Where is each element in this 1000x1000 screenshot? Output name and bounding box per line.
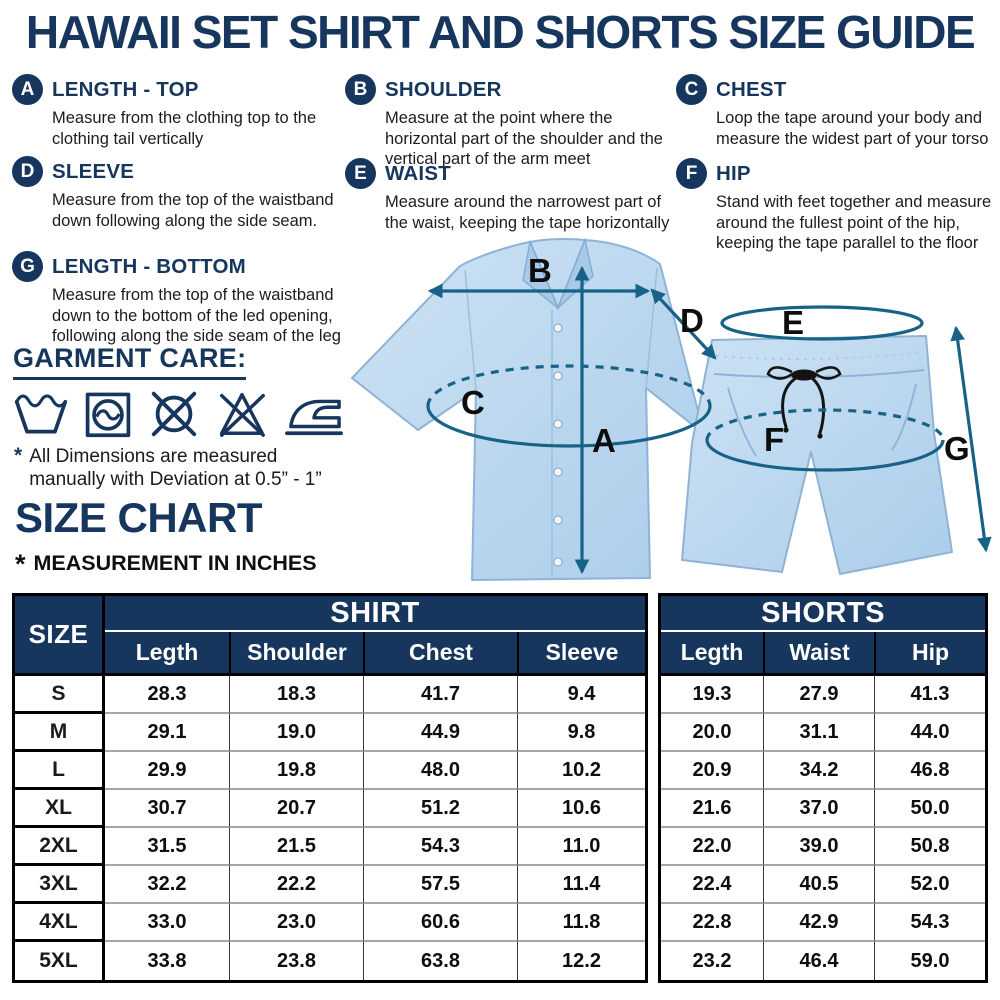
table-cell: 54.3 [874,904,985,942]
table-cell: 37.0 [763,790,874,828]
table-cell: 60.6 [363,904,517,942]
column-header-shorts-legth: Legth [661,632,763,676]
dimensions-note [14,445,334,491]
instruction-desc-chest: Loop the tape around your body and measure the widest part of your torso [716,109,989,148]
instruction-waist [345,158,670,233]
badge-c: C [676,74,707,105]
table-cell: 20.0 [661,714,763,752]
size-chart-shirt-table [12,593,648,983]
instruction-sleeve [12,156,334,231]
table-cell: 33.8 [147,949,187,972]
table-cell: 22.4 [661,866,763,904]
badge-f: F [676,158,707,189]
table-cell: 19.3 [661,676,763,714]
table-cell: 29.1 [105,714,229,752]
table-cell: 54.3 [363,828,517,866]
instruction-chest [676,74,992,149]
table-cell: 11.8 [517,904,645,942]
shorts-group-header: SHORTS [661,596,985,632]
table-cell: 21.6 [661,790,763,828]
table-cell: 51.2 [363,790,517,828]
size-label: XL [15,790,105,828]
size-label: 3XL [15,866,105,904]
size-chart-heading: SIZE CHART [15,494,262,541]
instruction-heading-length-bottom: LENGTH - BOTTOM [52,254,246,278]
instruction-desc-hip: Stand with feet together and measure around the fullest point of the hip, keeping the tape parallel to the floor [716,193,992,252]
label-chest: C [461,384,485,421]
table-cell: 63.8 [363,942,517,980]
instruction-length-top [12,74,334,149]
label-length-top: A [592,422,616,459]
badge-e: E [345,158,376,189]
table-cell: 9.8 [517,714,645,752]
waist-ellipse [722,307,922,339]
column-header-shorts-hip: Hip [874,632,985,676]
unit-note-text: MEASUREMENT IN INCHES [33,551,317,575]
note-asterisk: * [14,444,23,467]
size-chart-shorts-table [658,593,988,983]
table-cell: 9.4 [517,676,645,714]
table-cell: 39.0 [763,828,874,866]
measurement-diagram [330,228,1000,593]
column-header-shirt-sleeve: Sleeve [517,632,645,676]
instruction-heading-chest: CHEST [716,77,787,101]
size-label: 2XL [15,828,105,866]
instruction-shoulder [345,74,663,170]
table-cell: 46.8 [874,752,985,790]
table-cell: 11.4 [517,866,645,904]
table-cell: 10.6 [517,790,645,828]
column-header-shirt-chest: Chest [363,632,517,676]
badge-g: G [12,251,43,282]
wash-tub-icon [13,386,69,440]
column-header-shirt-shoulder: Shoulder [229,632,363,676]
instruction-desc-waist: Measure around the narrowest part of the waist, keeping the tape horizontally [385,193,670,232]
table-cell: 46.4 [763,942,874,980]
column-header-shirt-legth: Legth [105,632,229,676]
size-column-header: SIZE [15,596,105,676]
table-cell: 41.7 [363,676,517,714]
instruction-heading-sleeve: SLEEVE [52,159,135,183]
do-not-dry-clean-icon [147,386,201,440]
label-sleeve: D [680,302,704,339]
table-cell: 21.5 [229,828,363,866]
table-cell: 32.2 [105,866,229,904]
table-cell: 50.8 [874,828,985,866]
label-shoulder: B [528,252,552,289]
size-label: S [15,676,105,714]
instruction-heading-length-top: LENGTH - TOP [52,77,199,101]
table-cell: 28.3 [105,676,229,714]
size-label: 5XL [15,942,105,980]
size-label: M [15,714,105,752]
label-length-bottom: G [944,430,970,467]
garment-care-heading [13,343,246,380]
badge-a: A [12,74,43,105]
table-cell: 23.8 [229,942,363,980]
table-cell: 23.2 [692,949,732,972]
unit-note-asterisk: * [15,548,26,579]
table-cell: 59.0 [874,942,985,980]
size-label: 4XL [15,904,105,942]
table-cell: 57.5 [363,866,517,904]
garment-care-icons [13,386,345,440]
shirt-group-header: SHIRT [105,596,645,632]
table-cell: 22.2 [229,866,363,904]
instruction-desc-length-bottom: Measure from the top of the waistband down to the bottom of the led opening, following along the side seam of the leg [52,286,341,345]
badge-b: B [345,74,376,105]
measurement-unit-note [15,548,317,579]
table-cell: 34.2 [763,752,874,790]
table-cell: 42.9 [763,904,874,942]
badge-d: D [12,156,43,187]
do-not-bleach-icon [214,386,270,440]
table-cell: 31.5 [105,828,229,866]
table-cell: 18.3 [229,676,363,714]
table-cell: 52.0 [874,866,985,904]
table-cell: 50.0 [874,790,985,828]
dimensions-note-text: All Dimensions are measured manually with Deviation at 0.5” - 1” [29,446,322,490]
table-cell: 44.9 [363,714,517,752]
table-cell: 40.5 [763,866,874,904]
tumble-dry-icon [82,386,134,440]
table-cell: 19.8 [229,752,363,790]
label-hip: F [764,421,785,458]
instruction-desc-sleeve: Measure from the top of the waistband down following along the side seam. [52,191,334,230]
table-cell: 30.7 [105,790,229,828]
table-cell: 20.9 [661,752,763,790]
column-header-shorts-waist: Waist [763,632,874,676]
table-cell: 48.0 [363,752,517,790]
table-cell: 27.9 [763,676,874,714]
table-cell: 11.0 [517,828,645,866]
table-cell: 23.0 [229,904,363,942]
instruction-heading-waist: WAIST [385,161,451,185]
size-label: L [15,752,105,790]
instruction-desc-shoulder: Measure at the point where the horizontal part of the shoulder and the vertical part of the arm meet [385,109,663,168]
table-cell: 33.0 [105,904,229,942]
table-cell: 44.0 [874,714,985,752]
table-cell: 22.0 [661,828,763,866]
instruction-heading-hip: HIP [716,161,751,185]
page-title: HAWAII SET SHIRT AND SHORTS SIZE GUIDE [25,6,975,58]
table-cell: 10.2 [517,752,645,790]
table-cell: 20.7 [229,790,363,828]
table-cell: 22.8 [661,904,763,942]
instruction-desc-length-top: Measure from the clothing top to the clothing tail vertically [52,109,317,148]
table-cell: 41.3 [874,676,985,714]
table-cell: 29.9 [105,752,229,790]
table-cell: 12.2 [517,942,645,980]
table-cell: 19.0 [229,714,363,752]
garment-care-heading-text: GARMENT CARE: [13,343,246,380]
label-waist: E [782,304,805,341]
table-cell: 31.1 [763,714,874,752]
instruction-heading-shoulder: SHOULDER [385,77,502,101]
instruction-length-bottom [12,251,342,347]
